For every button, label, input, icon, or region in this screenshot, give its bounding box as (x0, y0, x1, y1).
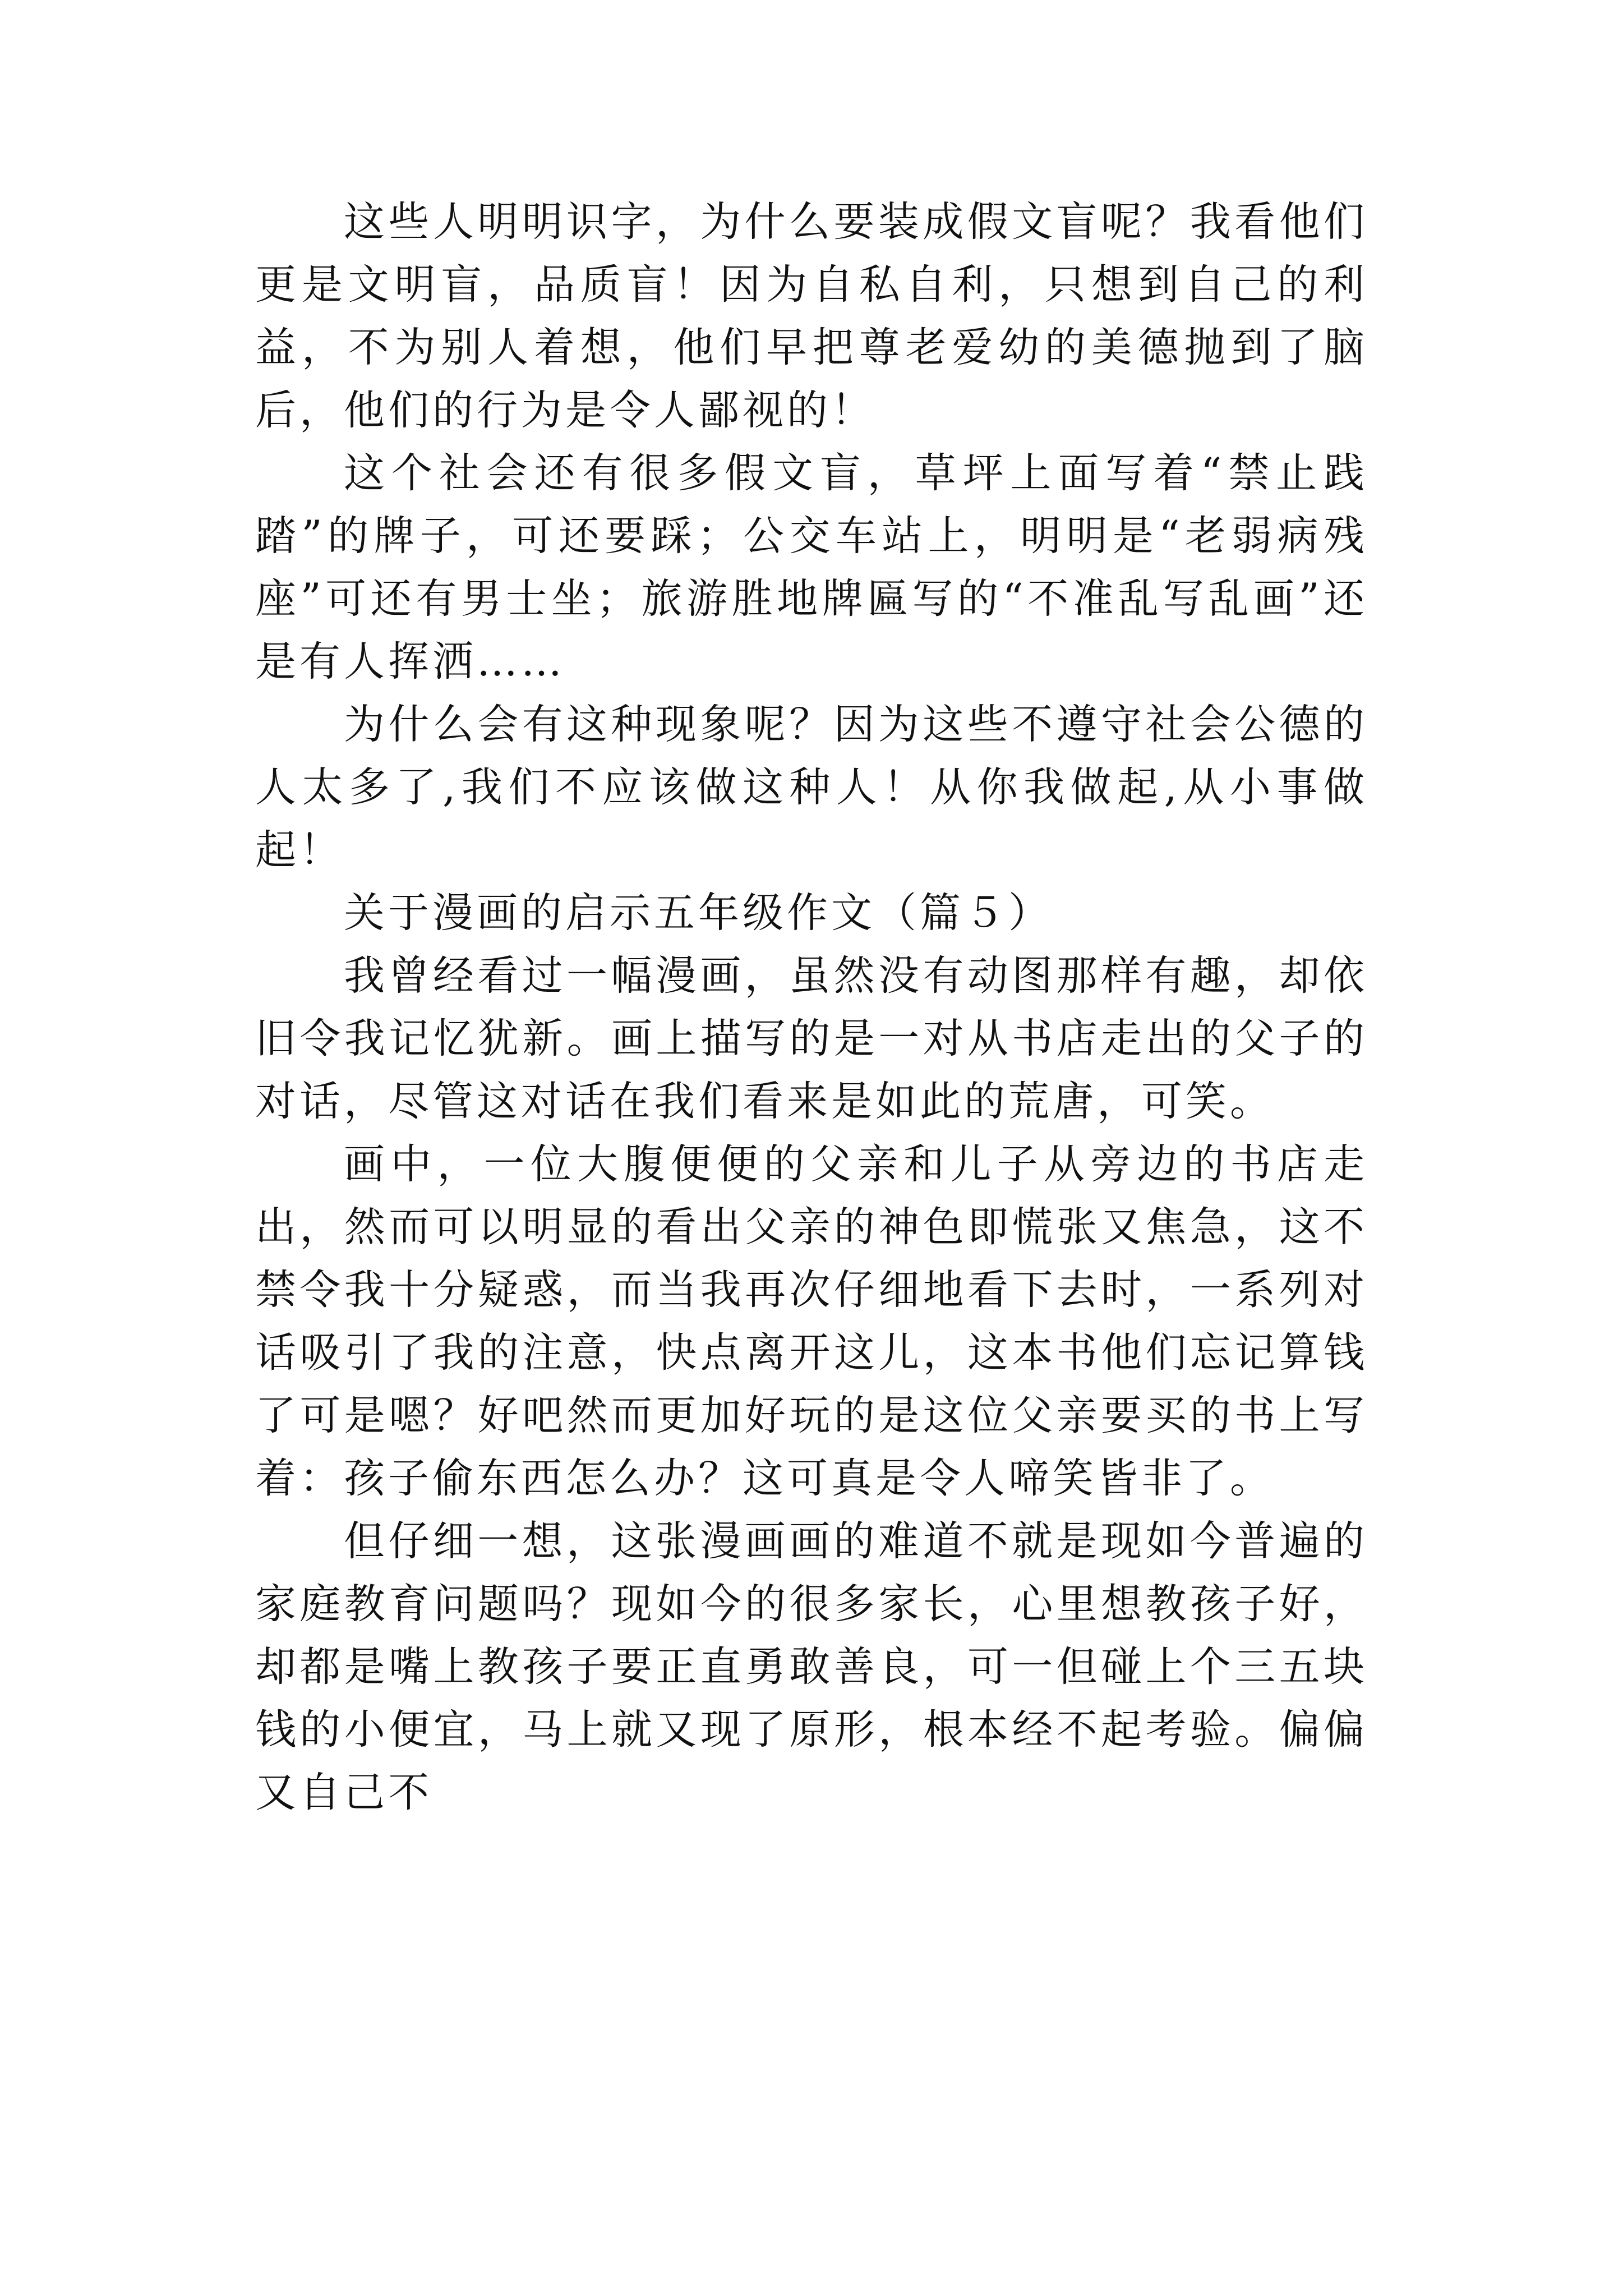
paragraph-2: 这个社会还有很多假文盲，草坪上面写着“禁止践踏”的牌子，可还要踩；公交车站上，明明是“老弱病残座”可还有男士坐；旅游胜地牌匾写的“不准乱写乱画”还是有人挥洒…… (255, 449, 1368, 685)
section-paragraph-3: 但仔细一想，这张漫画画的难道不就是现如今普遍的家庭教育问题吗？现如今的很多家长，心里想教孩子好，却都是嘴上教孩子要正直勇敢善良，可一但碰上个三五块钱的小便宜，马上就又现了原形，根本经不起考验。偏偏又自己不 (255, 1517, 1368, 1816)
section-paragraph-1: 我曾经看过一幅漫画，虽然没有动图那样有趣，却依旧令我记忆犹新。画上描写的是一对从书店走出的父子的对话，尽管这对话在我们看来是如此的荒唐，可笑。 (255, 952, 1368, 1125)
section-paragraph-2: 画中，一位大腹便便的父亲和儿子从旁边的书店走出，然而可以明显的看出父亲的神色即慌张又焦急，这不禁令我十分疑惑，而当我再次仔细地看下去时，一系列对话吸引了我的注意，快点离开这儿，这本书他们忘记算钱了可是嗯？好吧然而更加好玩的是这位父亲要买的书上写着：孩子偷东西怎么办？这可真是令人啼笑皆非了。 (255, 1140, 1368, 1502)
section-heading: 关于漫画的启示五年级作文（篇５） (344, 889, 1053, 937)
paragraph-1: 这些人明明识字，为什么要装成假文盲呢？我看他们更是文明盲，品质盲！因为自私自利，只想到自己的利益，不为别人着想，他们早把尊老爱幼的美德抛到了脑后，他们的行为是令人鄙视的！ (255, 198, 1368, 434)
paragraph-3: 为什么会有这种现象呢？因为这些不遵守社会公德的人太多了,我们不应该做这种人！从你我做起,从小事做起！ (255, 701, 1368, 874)
